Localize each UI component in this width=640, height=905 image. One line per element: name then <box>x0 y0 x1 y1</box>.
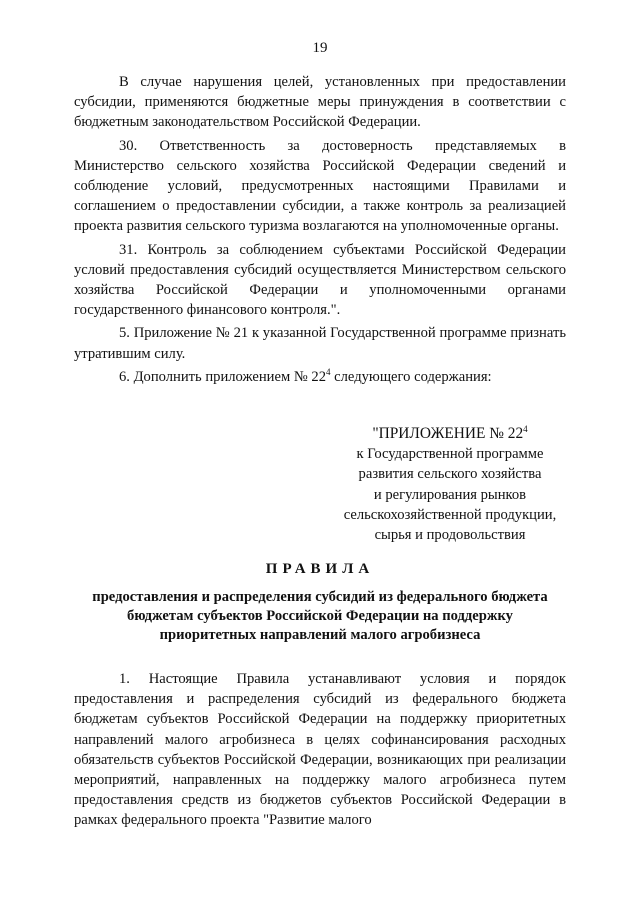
paragraph-add-appendix <box>74 367 566 387</box>
appendix-title <box>320 424 580 444</box>
document-title: ПРАВИЛА <box>265 561 375 577</box>
superscript: 4 <box>523 423 528 434</box>
page-number: 19 <box>312 40 328 56</box>
rules-section <box>74 669 566 834</box>
subtitle-line: приоритетных направлений малого агробизнеса <box>159 627 481 643</box>
appendix-line: сельскохозяйственной продукции, <box>343 506 557 523</box>
appendix-line: развития сельского хозяйства <box>358 466 542 483</box>
document-subtitle <box>70 588 570 645</box>
paragraph: 5. Приложение № 21 к указанной Государственной программе признать утратившим силу. <box>74 325 566 362</box>
subtitle-line: предоставления и распределения субсидий из федерального бюджета <box>92 589 548 605</box>
top-section <box>74 72 566 390</box>
paragraph-tail: следующего содержания: <box>330 368 492 385</box>
subtitle-line: бюджетам субъектов Российской Федерации на поддержку <box>127 608 513 624</box>
paragraph-text: 6. Дополнить приложением № 22 <box>119 368 326 385</box>
paragraph: 1. Настоящие Правила устанавливают условия и порядок предоставления и распределения субсидий из федерального бюджета бюджетам субъектов Российской Федерации на поддержку приоритетных направлений малого агробизнеса в целях софинансирования расходных обязательств субъектов Российской Федерации, возникающих при реализации мероприятий, направленных на поддержку малого агробизнеса путем предоставления средств из бюджетов субъектов Российской Федерации в рамках федерального проекта "Развитие малого <box>74 671 566 829</box>
appendix-heading <box>320 424 580 545</box>
appendix-line: к Государственной программе <box>356 446 544 463</box>
appendix-line: сырья и продовольствия <box>374 527 526 544</box>
appendix-line: и регулирования рынков <box>373 486 527 503</box>
superscript: 4 <box>326 366 331 377</box>
paragraph: 31. Контроль за соблюдением субъектами Российской Федерации условий предоставления субсидий осуществляется Министерством сельского хозяйства Российской Федерации и уполномоченными органами государственного финансового контроля.". <box>74 241 566 319</box>
paragraph: 30. Ответственность за достоверность представляемых в Министерство сельского хозяйства Российской Федерации сведений и соблюдение условий, предусмотренных настоящими Правилами и соглашением о предоставлении субсидии, а также контроль за реализацией проекта развития сельского туризма возлагаются на уполномоченные органы. <box>74 137 566 235</box>
appendix-title-text: "ПРИЛОЖЕНИЕ № 22 <box>372 425 524 442</box>
paragraph: В случае нарушения целей, установленных при предоставлении субсидии, применяются бюджетные меры принуждения в соответствии с бюджетным законодательством Российской Федерации. <box>74 74 566 131</box>
